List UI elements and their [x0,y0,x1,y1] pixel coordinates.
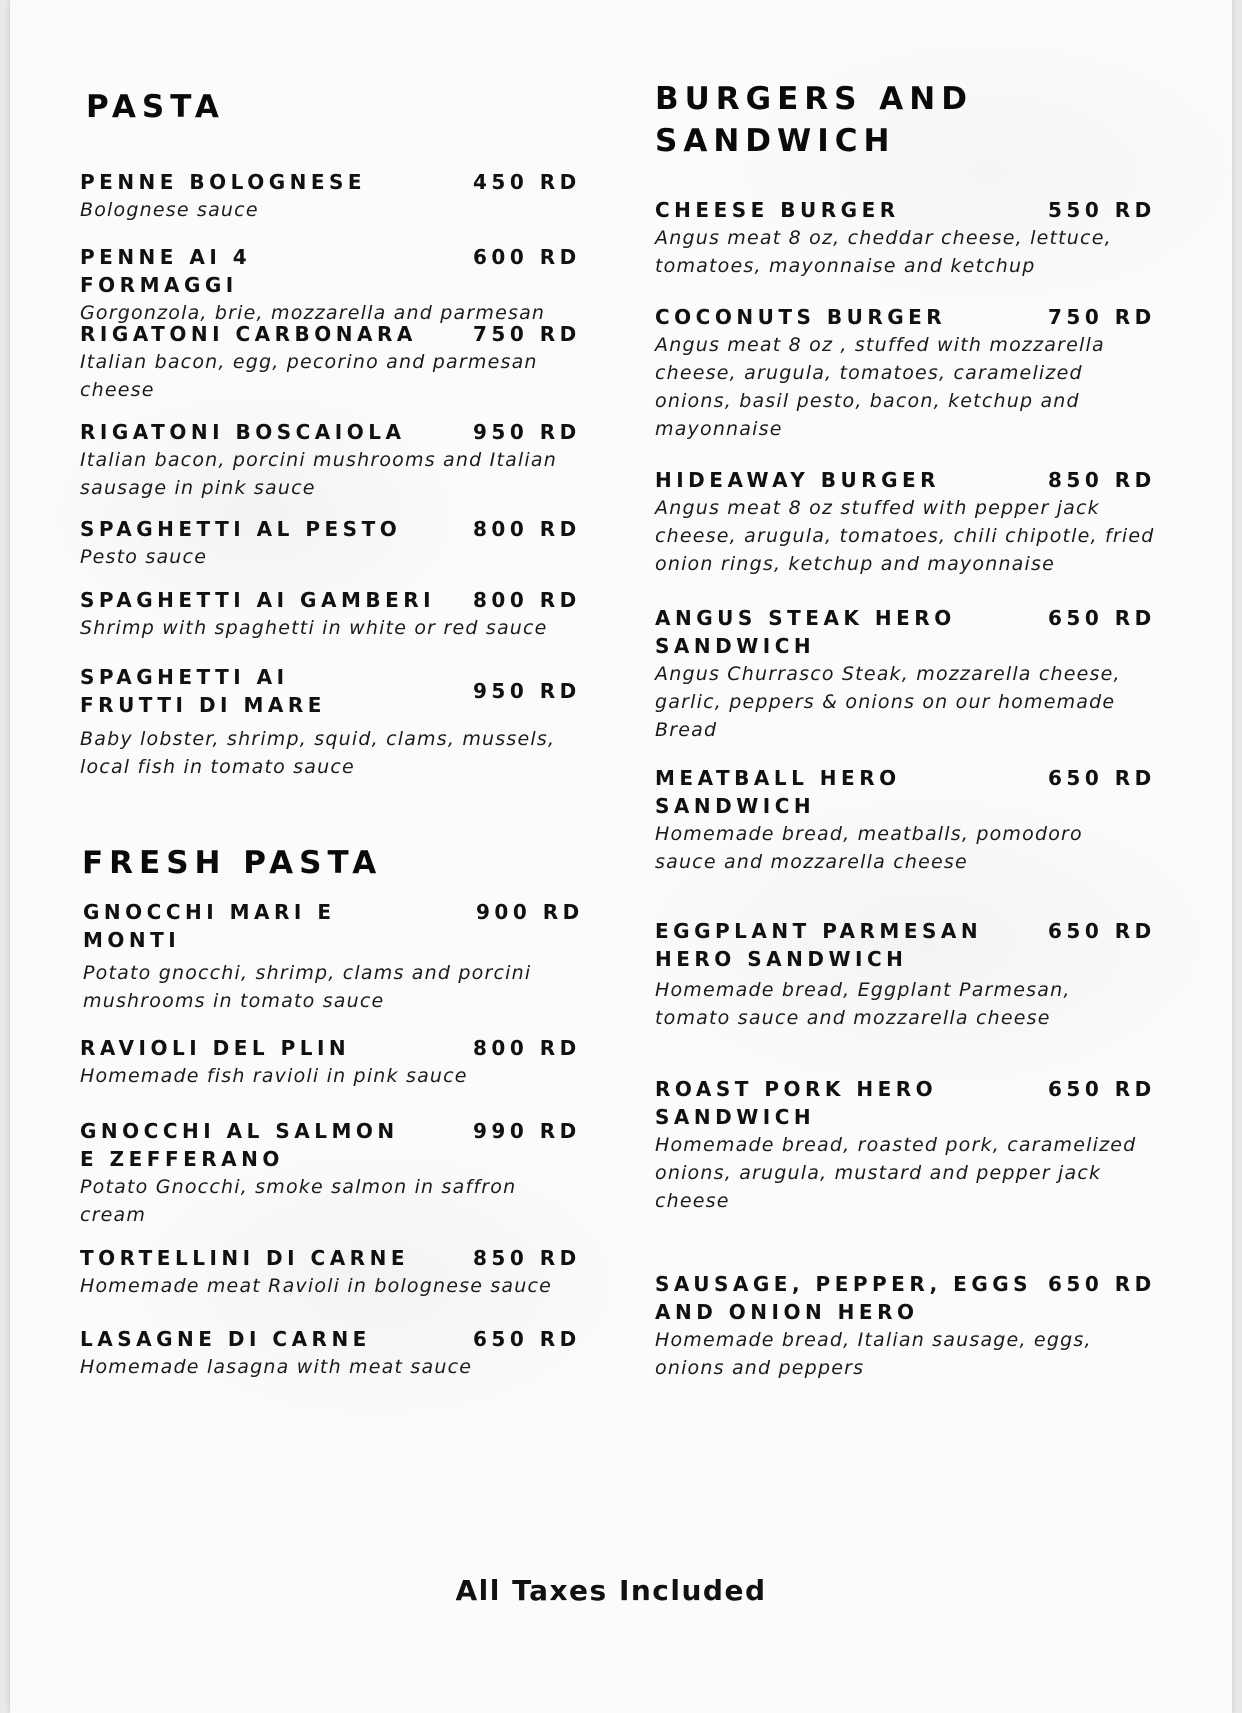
item-description: Homemade bread, meatballs, pomodoro sauce and mozzarella cheese [655,823,1083,873]
item-name: PENNE BOLOGNESE [80,170,367,194]
item-name: ANGUS STEAK HERO SANDWICH [655,606,956,658]
item-description: Italian bacon, egg, pecorino and parmesan cheese [80,351,538,401]
taxes-note: All Taxes Included [455,1574,767,1607]
menu-item [655,604,1165,744]
item-name: RIGATONI BOSCAIOLA [80,420,406,444]
menu-item [80,1034,580,1090]
item-description: Potato Gnocchi, smoke salmon in saffron cream [80,1176,517,1226]
item-name: HIDEAWAY BURGER [655,468,941,492]
menu-item [80,1117,580,1229]
menu-item [655,917,1165,1032]
menu-item [80,1325,580,1381]
item-name: GNOCCHI AL SALMON E ZEFFERANO [80,1119,399,1171]
fresh-pasta-section-title: FRESH PASTA [82,845,383,881]
menu-item [655,196,1165,280]
item-price: 950 RD [473,420,581,444]
item-description: Homemade bread, Eggplant Parmesan, tomato sauce and mozzarella cheese [655,979,1071,1029]
menu-item [80,168,580,224]
item-price: 850 RD [473,1246,581,1270]
item-description: Homemade fish ravioli in pink sauce [80,1065,468,1087]
item-name: RAVIOLI DEL PLIN [80,1036,351,1060]
menu-item [655,303,1165,443]
item-name: EGGPLANT PARMESAN HERO SANDWICH [655,919,983,971]
item-name: GNOCCHI MARI E MONTI [83,900,336,952]
item-price: 550 RD [1048,198,1156,222]
item-name: SPAGHETTI AI GAMBERI [80,588,436,612]
menu-item [655,1075,1165,1215]
item-description: Pesto sauce [80,546,208,568]
item-price: 450 RD [473,170,581,194]
item-price: 800 RD [473,1036,581,1060]
item-name: CHEESE BURGER [655,198,900,222]
menu-item [80,663,580,781]
item-price: 850 RD [1048,468,1156,492]
item-description: Homemade lasagna with meat sauce [80,1356,473,1378]
item-price: 650 RD [1048,1272,1156,1296]
item-name: MEATBALL HERO SANDWICH [655,766,901,818]
item-description: Italian bacon, porcini mushrooms and Italian sausage in pink sauce [80,449,557,499]
menu-item [80,418,580,502]
item-description: Gorgonzola, brie, mozzarella and parmesan [80,302,546,324]
item-name: COCONUTS BURGER [655,305,947,329]
menu-item [80,320,580,404]
item-description: Potato gnocchi, shrimp, clams and porcini mushrooms in tomato sauce [83,962,532,1012]
item-description: Homemade bread, Italian sausage, eggs, onions and peppers [655,1329,1092,1379]
item-name: LASAGNE DI CARNE [80,1327,371,1351]
item-name: SPAGHETTI AI FRUTTI DI MARE [80,665,326,717]
menu-item [83,898,583,1015]
item-price: 650 RD [1048,919,1156,943]
item-description: Angus meat 8 oz , stuffed with mozzarella cheese, arugula, tomatoes, caramelized onions, basil pesto, bacon, ketchup and mayonnaise [655,334,1105,440]
menu-item [80,515,580,571]
item-description: Angus meat 8 oz, cheddar cheese, lettuce, tomatoes, mayonnaise and ketchup [655,227,1112,277]
item-description: Baby lobster, shrimp, squid, clams, mussels, local fish in tomato sauce [80,728,556,778]
item-price: 650 RD [473,1327,581,1351]
item-price: 650 RD [1048,1077,1156,1101]
menu-item [80,243,580,327]
menu-item [655,1270,1165,1382]
item-description: Homemade bread, roasted pork, caramelized onions, arugula, mustard and pepper jack cheese [655,1134,1137,1212]
item-price: 800 RD [473,517,581,541]
menu-item [655,764,1165,876]
menu-item [655,466,1165,578]
item-description: Bolognese sauce [80,199,259,221]
item-price: 750 RD [473,322,581,346]
item-name: SAUSAGE, PEPPER, EGGS AND ONION HERO [655,1272,1033,1324]
item-name: SPAGHETTI AL PESTO [80,517,402,541]
menu-item [80,586,580,642]
item-name: PENNE AI 4 FORMAGGI [80,245,252,297]
menu-item [80,1244,580,1300]
pasta-section-title: PASTA [86,89,225,125]
item-price: 950 RD [473,679,581,703]
item-description: Shrimp with spaghetti in white or red sauce [80,617,548,639]
item-description: Angus meat 8 oz stuffed with pepper jack cheese, arugula, tomatoes, chili chipotle, fried onion rings, ketchup and mayonnaise [655,497,1155,575]
item-price: 900 RD [476,900,584,924]
item-price: 650 RD [1048,606,1156,630]
item-price: 600 RD [473,245,581,269]
item-price: 990 RD [473,1119,581,1143]
item-name: RIGATONI CARBONARA [80,322,417,346]
item-name: TORTELLINI DI CARNE [80,1246,409,1270]
item-name: ROAST PORK HERO SANDWICH [655,1077,938,1129]
item-description: Homemade meat Ravioli in bolognese sauce [80,1275,553,1297]
item-price: 800 RD [473,588,581,612]
menu-page [10,0,1232,1713]
burgers-section-title: BURGERS AND SANDWICH [655,81,973,159]
item-price: 750 RD [1048,305,1156,329]
item-price: 650 RD [1048,766,1156,790]
item-description: Angus Churrasco Steak, mozzarella cheese, garlic, peppers & onions on our homemade Bread [655,663,1121,741]
